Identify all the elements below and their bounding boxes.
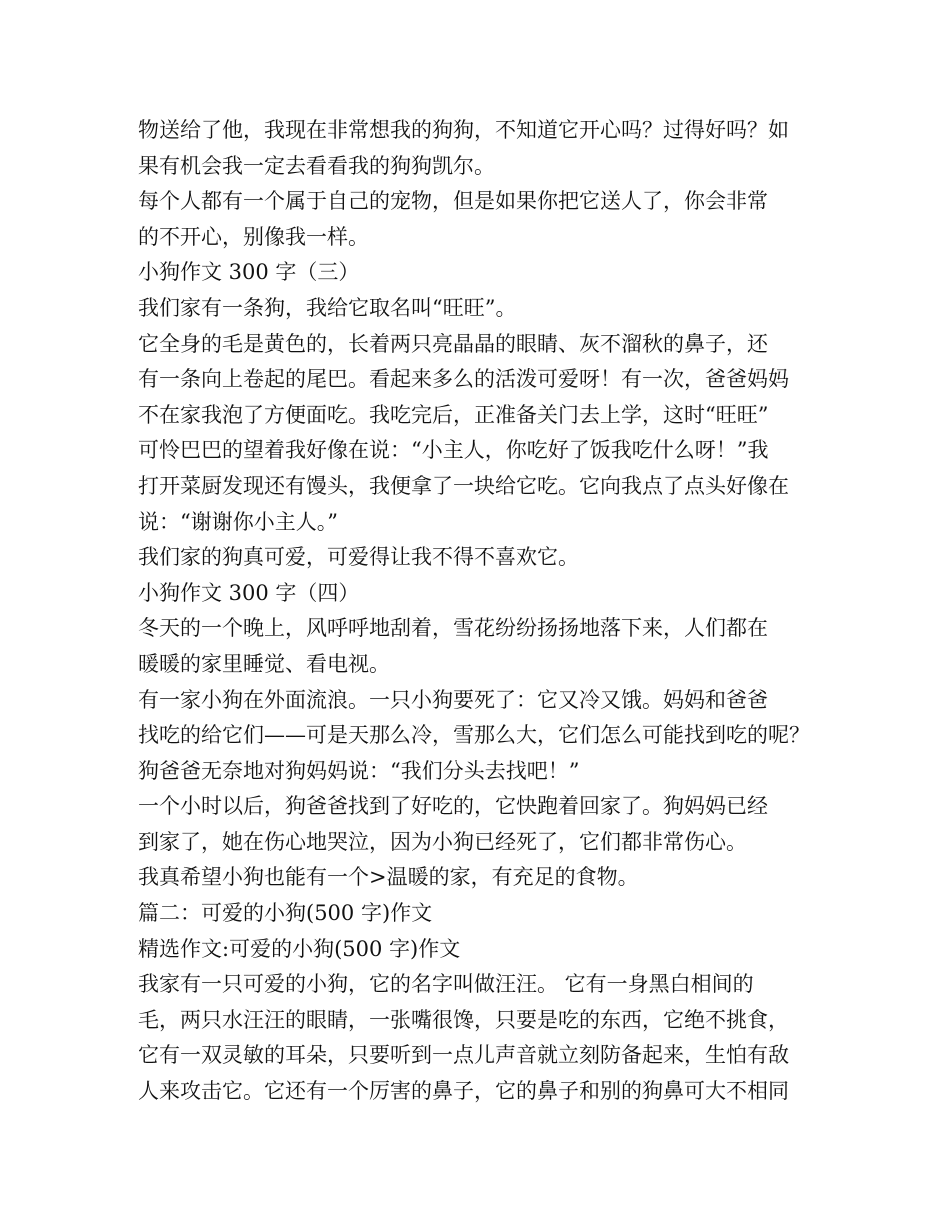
- text-line: 可怜巴巴的望着我好像在说：“小主人，你吃好了饭我吃什么呀！”我: [138, 438, 769, 463]
- text-line: 有一家小狗在外面流浪。一只小狗要死了：它又冷又饿。妈妈和爸爸: [138, 687, 768, 712]
- section-heading: 小狗作文 300 字（三）: [138, 260, 360, 285]
- text-line: 狗爸爸无奈地对狗妈妈说：“我们分头去找吧！”: [138, 758, 580, 783]
- text-line: 说：“谢谢你小主人。”: [138, 509, 338, 534]
- section-heading: 精选作文:可爱的小狗(500 字)作文: [138, 936, 461, 961]
- text-line: 打开菜厨发现还有馒头，我便拿了一块给它吃。它向我点了点头好像在: [138, 473, 789, 498]
- text-line: 我们家有一条狗，我给它取名叫“旺旺”。: [138, 295, 517, 320]
- text-line: 到家了，她在伤心地哭泣，因为小狗已经死了，它们都非常伤心。: [138, 829, 747, 854]
- text-line: 每个人都有一个属于自己的宠物，但是如果你把它送人了，你会非常: [138, 189, 768, 214]
- text-line: 一个小时以后，狗爸爸找到了好吃的，它快跑着回家了。狗妈妈已经: [138, 794, 768, 819]
- text-line: 我真希望小狗也能有一个>温暖的家，有充足的食物。: [138, 865, 639, 890]
- text-line: 暖暖的家里睡觉、看电视。: [138, 651, 390, 676]
- text-line: 找吃的给它们——可是天那么冷，雪那么大，它们怎么可能找到吃的呢？: [138, 723, 810, 748]
- text-line: 的不开心，别像我一样。: [138, 224, 369, 249]
- text-line: 我家有一只可爱的小狗，它的名字叫做汪汪。 它有一身黑白相间的: [138, 972, 754, 997]
- text-line: 不在家我泡了方便面吃。我吃完后，正准备关门去上学，这时“旺旺”: [138, 402, 769, 427]
- text-line: 它全身的毛是黄色的，长着两只亮晶晶的眼睛、灰不溜秋的鼻子，还: [138, 331, 768, 356]
- section-heading: 小狗作文 300 字（四）: [138, 580, 360, 605]
- text-line: 物送给了他，我现在非常想我的狗狗，不知道它开心吗？过得好吗？如: [138, 118, 789, 142]
- text-line: 有一条向上卷起的尾巴。看起来多么的活泼可爱呀！有一次，爸爸妈妈: [138, 367, 789, 392]
- text-line: 毛，两只水汪汪的眼睛，一张嘴很馋，只要是吃的东西，它绝不挑食，: [138, 1007, 789, 1032]
- text-line: 我们家的狗真可爱，可爱得让我不得不喜欢它。: [138, 545, 579, 570]
- chapter-heading: 篇二：可爱的小狗(500 字)作文: [138, 901, 433, 926]
- text-line: 冬天的一个晚上，风呼呼地刮着，雪花纷纷扬扬地落下来，人们都在: [138, 616, 768, 641]
- text-line: 果有机会我一定去看看我的狗狗凯尔。: [138, 153, 495, 178]
- text-line: 人来攻击它。它还有一个厉害的鼻子，它的鼻子和别的狗鼻可大不相同: [138, 1079, 789, 1104]
- text-line: 它有一双灵敏的耳朵，只要听到一点儿声音就立刻防备起来，生怕有敌: [138, 1043, 789, 1068]
- body-text: [138, 113, 818, 1110]
